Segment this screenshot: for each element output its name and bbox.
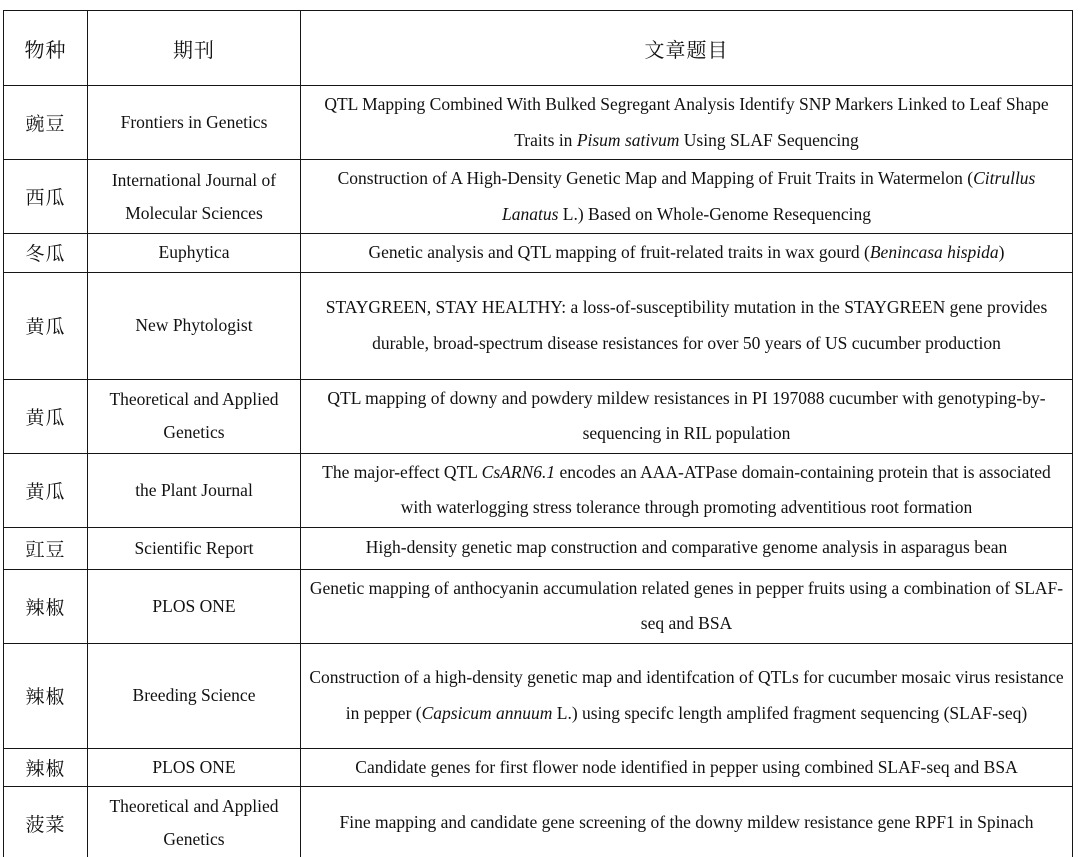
- article-title-cell: Genetic analysis and QTL mapping of fruit-related traits in wax gourd (Benincasa hispida): [301, 234, 1073, 273]
- species-cell: 黄瓜: [4, 453, 88, 527]
- journal-cell: the Plant Journal: [88, 453, 301, 527]
- species-cell: 豌豆: [4, 86, 88, 160]
- table-row: [4, 453, 1073, 527]
- article-title-cell: High-density genetic map construction and comparative genome analysis in asparagus bean: [301, 527, 1073, 569]
- article-title-cell: Construction of A High-Density Genetic Map and Mapping of Fruit Traits in Watermelon (Citrullus Lanatus L.) Based on Whole-Genome Resequencing: [301, 160, 1073, 234]
- journal-cell: PLOS ONE: [88, 569, 301, 643]
- journal-cell: International Journal of Molecular Sciences: [88, 160, 301, 234]
- table-row: [4, 643, 1073, 748]
- header-journal: 期刊: [88, 11, 301, 86]
- species-cell: 辣椒: [4, 748, 88, 787]
- species-cell: 西瓜: [4, 160, 88, 234]
- species-cell: 豇豆: [4, 527, 88, 569]
- journal-cell: Frontiers in Genetics: [88, 86, 301, 160]
- species-cell: 菠菜: [4, 787, 88, 857]
- article-title-cell: QTL mapping of downy and powdery mildew resistances in PI 197088 cucumber with genotyping-by-sequencing in RIL population: [301, 379, 1073, 453]
- species-cell: 辣椒: [4, 643, 88, 748]
- species-cell: 冬瓜: [4, 234, 88, 273]
- table-row: [4, 160, 1073, 234]
- journal-cell: Breeding Science: [88, 643, 301, 748]
- header-article-title: 文章题目: [301, 11, 1073, 86]
- table-row: [4, 272, 1073, 379]
- table-row: [4, 234, 1073, 273]
- journal-cell: New Phytologist: [88, 272, 301, 379]
- article-title-cell: Fine mapping and candidate gene screening of the downy mildew resistance gene RPF1 in Spinach: [301, 787, 1073, 857]
- table-row: [4, 569, 1073, 643]
- article-title-cell: Candidate genes for first flower node identified in pepper using combined SLAF-seq and BSA: [301, 748, 1073, 787]
- article-title-cell: The major-effect QTL CsARN6.1 encodes an AAA-ATPase domain-containing protein that is associated with waterlogging stress tolerance through promoting adventitious root formation: [301, 453, 1073, 527]
- table-row: [4, 379, 1073, 453]
- table-row: [4, 86, 1073, 160]
- article-title-cell: STAYGREEN, STAY HEALTHY: a loss-of-susceptibility mutation in the STAYGREEN gene provides durable, broad-spectrum disease resistances for over 50 years of US cucumber production: [301, 272, 1073, 379]
- journal-cell: PLOS ONE: [88, 748, 301, 787]
- article-title-cell: Genetic mapping of anthocyanin accumulation related genes in pepper fruits using a combination of SLAF-seq and BSA: [301, 569, 1073, 643]
- article-title-cell: Construction of a high-density genetic map and identifcation of QTLs for cucumber mosaic virus resistance in pepper (Capsicum annuum L.) using specifc length amplifed fragment sequencing (SLAF-seq): [301, 643, 1073, 748]
- journal-cell: Scientific Report: [88, 527, 301, 569]
- journal-cell: Theoretical and Applied Genetics: [88, 379, 301, 453]
- species-cell: 黄瓜: [4, 272, 88, 379]
- species-cell: 辣椒: [4, 569, 88, 643]
- table-row: [4, 748, 1073, 787]
- journal-cell: Theoretical and Applied Genetics: [88, 787, 301, 857]
- journal-cell: Euphytica: [88, 234, 301, 273]
- species-cell: 黄瓜: [4, 379, 88, 453]
- table-row: [4, 787, 1073, 857]
- table-row: [4, 527, 1073, 569]
- article-title-cell: QTL Mapping Combined With Bulked Segregant Analysis Identify SNP Markers Linked to Leaf Shape Traits in Pisum sativum Using SLAF Sequencing: [301, 86, 1073, 160]
- header-species: 物种: [4, 11, 88, 86]
- table-header-row: [4, 11, 1073, 86]
- publications-table: [3, 10, 1073, 857]
